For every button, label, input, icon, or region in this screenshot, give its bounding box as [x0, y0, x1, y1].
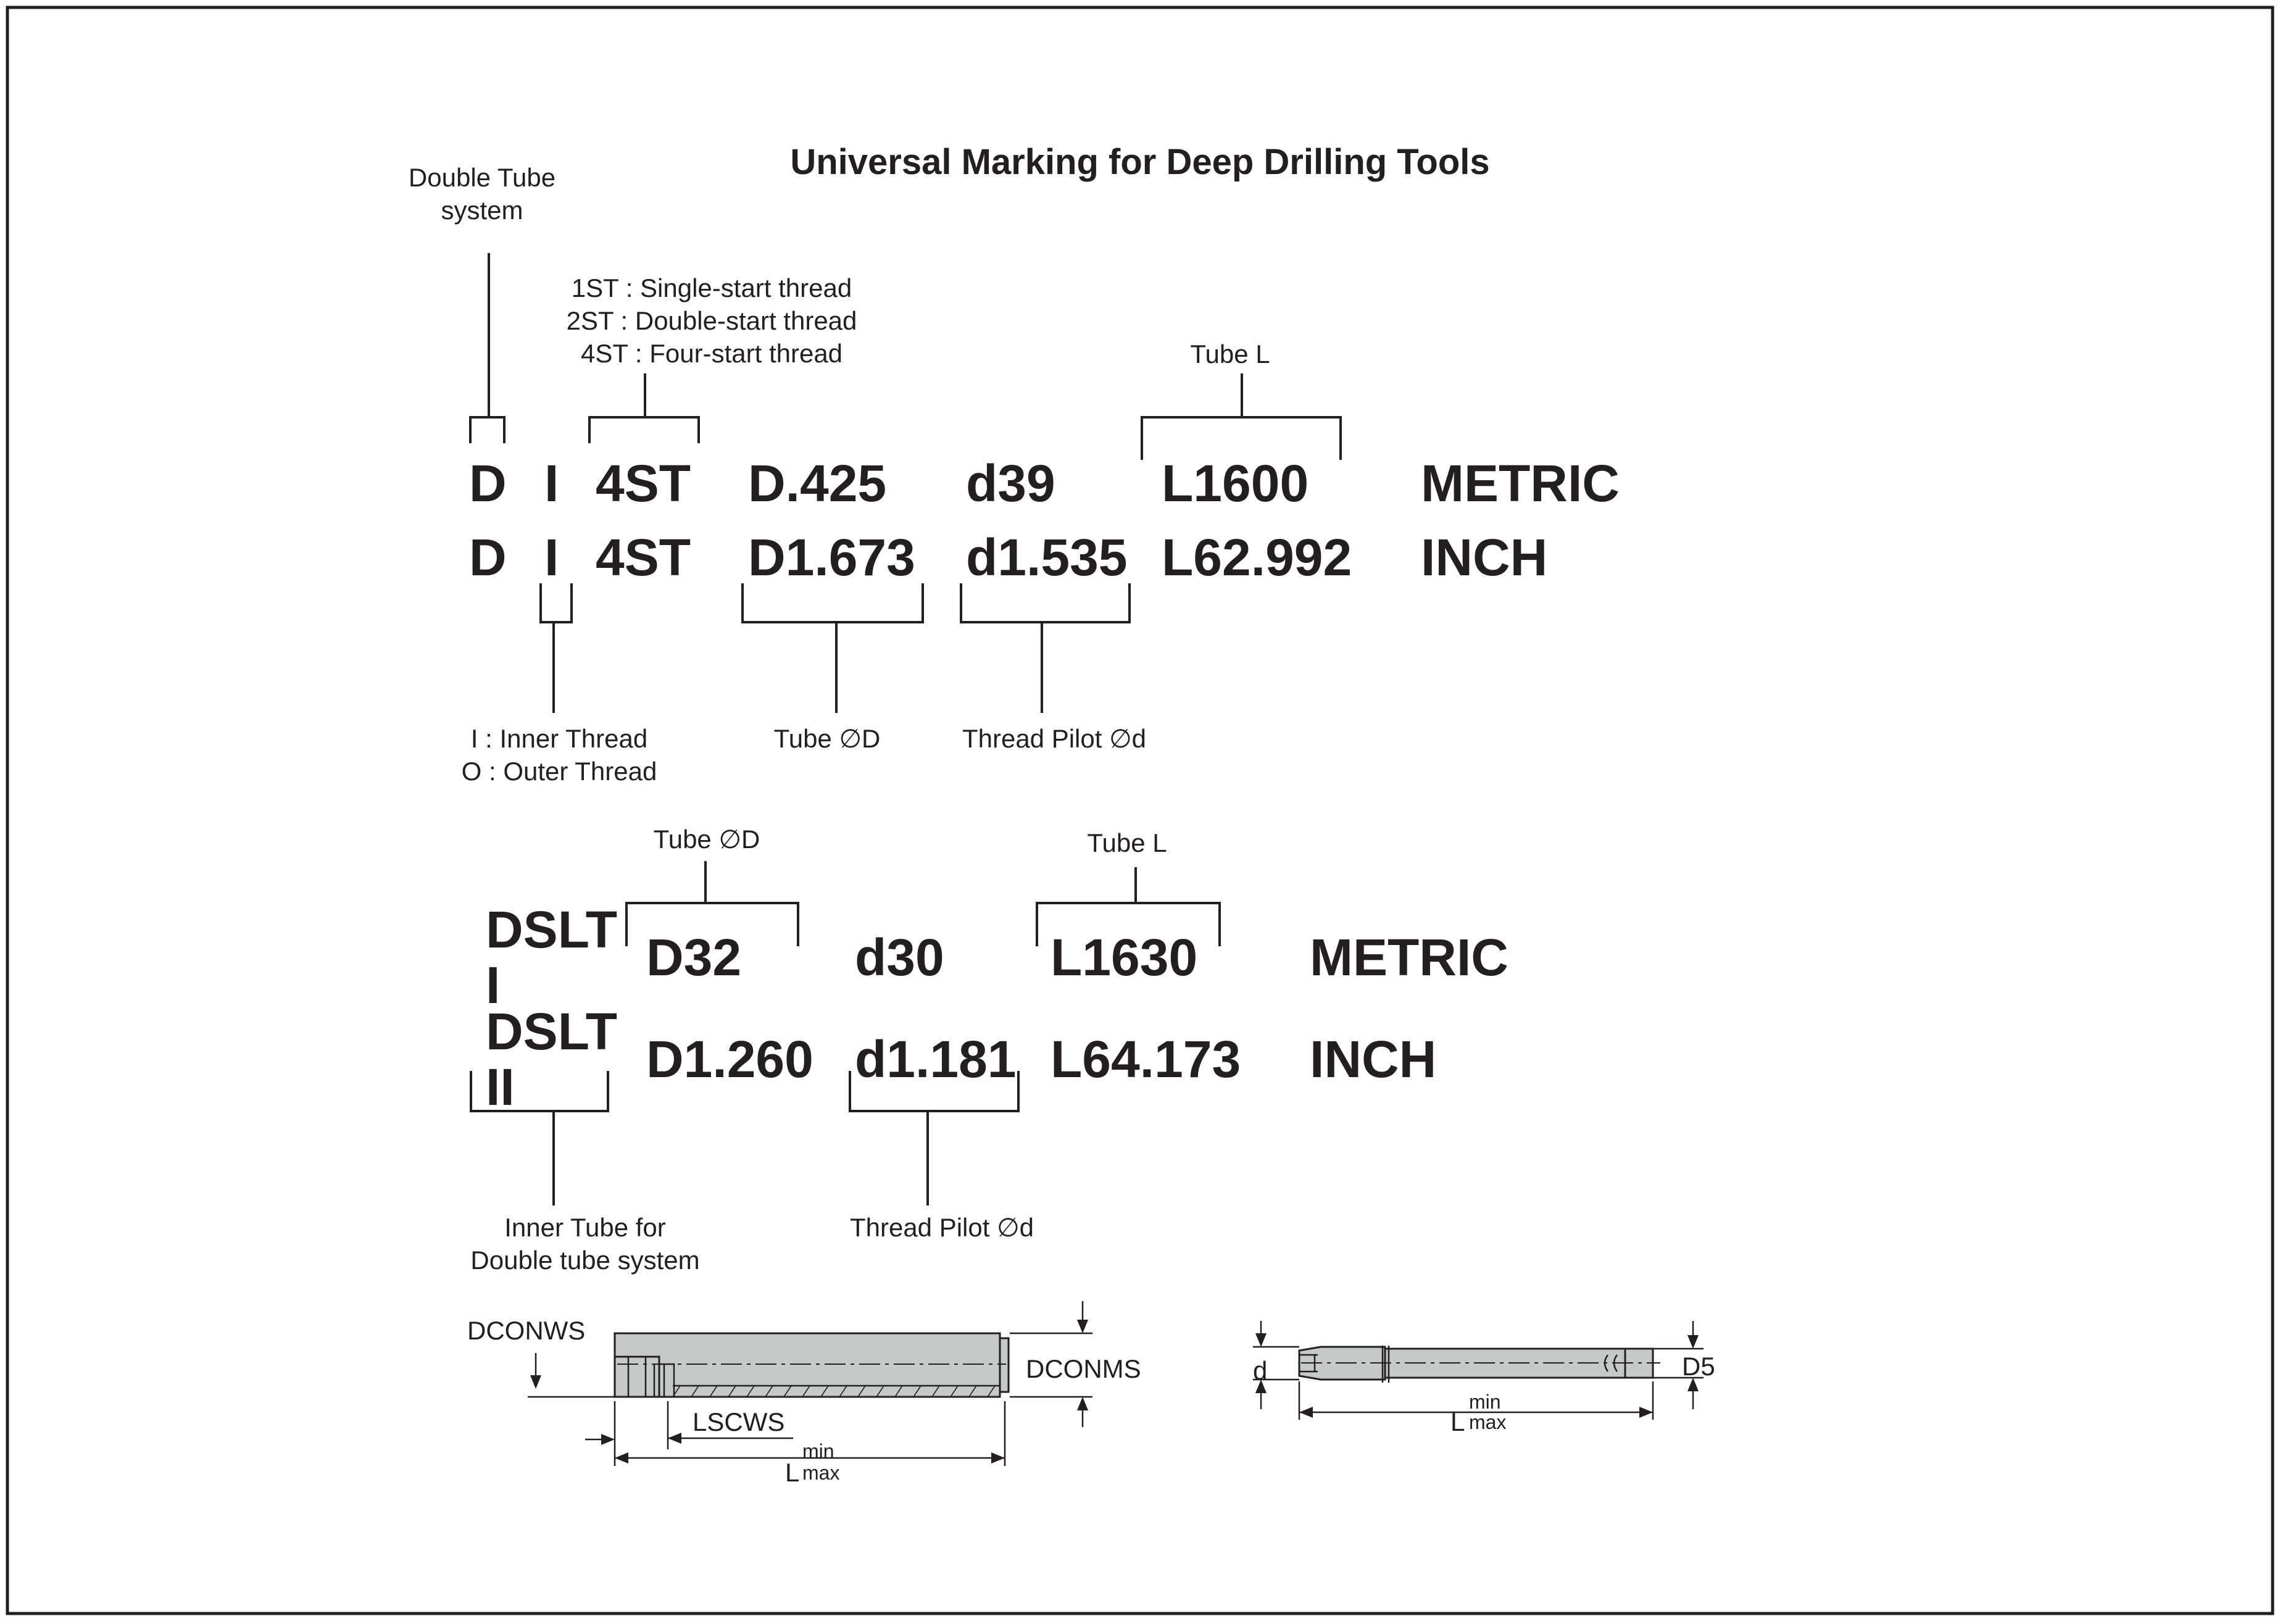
code-inch-tube-diameter: D1.673	[748, 528, 915, 586]
label-s2-thread-pilot: Thread Pilot ∅d	[849, 1213, 1034, 1242]
label-tube-diameter: Tube ∅D	[773, 724, 881, 753]
code-inch-thread-start: 4ST	[596, 528, 691, 586]
code-s2-inch-tube-diameter: D1.260	[646, 1030, 813, 1088]
label-s2-tube-length: Tube L	[1087, 828, 1167, 857]
bracket-s2-pilot-diameter	[850, 1071, 1018, 1206]
label-inner-thread: I : Inner Thread	[470, 724, 648, 753]
label-inner-tube-line1: Inner Tube for	[504, 1213, 666, 1242]
section-2	[470, 825, 1508, 1275]
label-d5: D5	[1682, 1352, 1715, 1381]
code-metric-pilot-diameter: d39	[966, 454, 1055, 512]
tube-body	[615, 1333, 1000, 1397]
code-s2-metric-pilot-diameter: d30	[855, 928, 944, 986]
label-l2-min: min	[1469, 1391, 1501, 1413]
label-double-tube-line2: system	[441, 196, 523, 225]
code-s2-metric-tube-diameter: D32	[646, 928, 742, 986]
code-inch-unit: INCH	[1421, 528, 1548, 586]
label-double-tube-line1: Double Tube	[408, 163, 556, 192]
code-metric-unit: METRIC	[1421, 454, 1620, 512]
code-metric-tube-diameter: D.425	[748, 454, 887, 512]
code-metric-thread-start: 4ST	[596, 454, 691, 512]
tube-shoulder	[615, 1357, 659, 1397]
code-inch-thread-type: I	[544, 528, 559, 586]
code-s2-metric-prefix-line1: DSLT	[486, 901, 618, 959]
code-metric-tube-length: L1600	[1162, 454, 1309, 512]
code-s2-metric-tube-length: L1630	[1051, 928, 1198, 986]
label-lscws: LSCWS	[693, 1407, 785, 1436]
code-s2-inch-prefix-line1: DSLT	[486, 1002, 618, 1060]
lscws-arrow	[668, 1433, 681, 1444]
bracket-tube-length	[1142, 373, 1341, 460]
bracket-thread-start	[589, 373, 699, 443]
label-l2-max: max	[1469, 1411, 1507, 1433]
code-s2-inch-unit: INCH	[1310, 1030, 1437, 1088]
code-inch-system: D	[469, 528, 507, 586]
dconws-arrow	[530, 1375, 541, 1389]
tube-end-cap	[1000, 1338, 1009, 1392]
code-s2-metric-unit: METRIC	[1310, 928, 1508, 986]
bracket-thread-type	[541, 583, 572, 713]
label-dconms: DCONMS	[1026, 1354, 1141, 1383]
section-1	[409, 163, 1620, 786]
code-s2-inch-prefix-line2: II	[486, 1058, 515, 1116]
label-d: d	[1253, 1356, 1268, 1385]
bracket-double-tube	[470, 253, 504, 443]
label-inner-tube-line2: Double tube system	[470, 1246, 700, 1275]
l-dimension	[585, 1401, 1005, 1466]
code-inch-pilot-diameter: d1.535	[966, 528, 1128, 586]
code-s2-inch-pilot-diameter: d1.181	[855, 1030, 1017, 1088]
label-outer-thread: O : Outer Thread	[461, 757, 657, 786]
label-thread-pilot: Thread Pilot ∅d	[962, 724, 1147, 753]
code-s2-inch-tube-length: L64.173	[1051, 1030, 1241, 1088]
label-l: L	[785, 1458, 800, 1487]
code-s2-metric-prefix-line2: I	[486, 956, 501, 1014]
diagram-title: Universal Marking for Deep Drilling Tools	[790, 142, 1490, 182]
label-dconws: DCONWS	[467, 1316, 586, 1345]
label-tube-length: Tube L	[1190, 339, 1270, 369]
bracket-pilot-diameter	[961, 583, 1130, 713]
drawing-inner-tube	[467, 1301, 1141, 1487]
code-metric-thread-type: I	[544, 454, 559, 512]
bracket-tube-diameter	[743, 583, 923, 713]
label-thread-start-2: 2ST : Double-start thread	[566, 306, 857, 335]
label-l2: L	[1450, 1407, 1465, 1436]
code-inch-tube-length: L62.992	[1162, 528, 1352, 586]
drawing-drill-tube	[1253, 1321, 1715, 1436]
label-l-min: min	[802, 1440, 834, 1462]
label-l-max: max	[802, 1462, 840, 1484]
code-metric-system: D	[469, 454, 507, 512]
label-thread-start-3: 4ST : Four-start thread	[580, 339, 843, 368]
label-thread-start-1: 1ST : Single-start thread	[571, 273, 852, 302]
label-s2-tube-diameter: Tube ∅D	[653, 825, 760, 854]
